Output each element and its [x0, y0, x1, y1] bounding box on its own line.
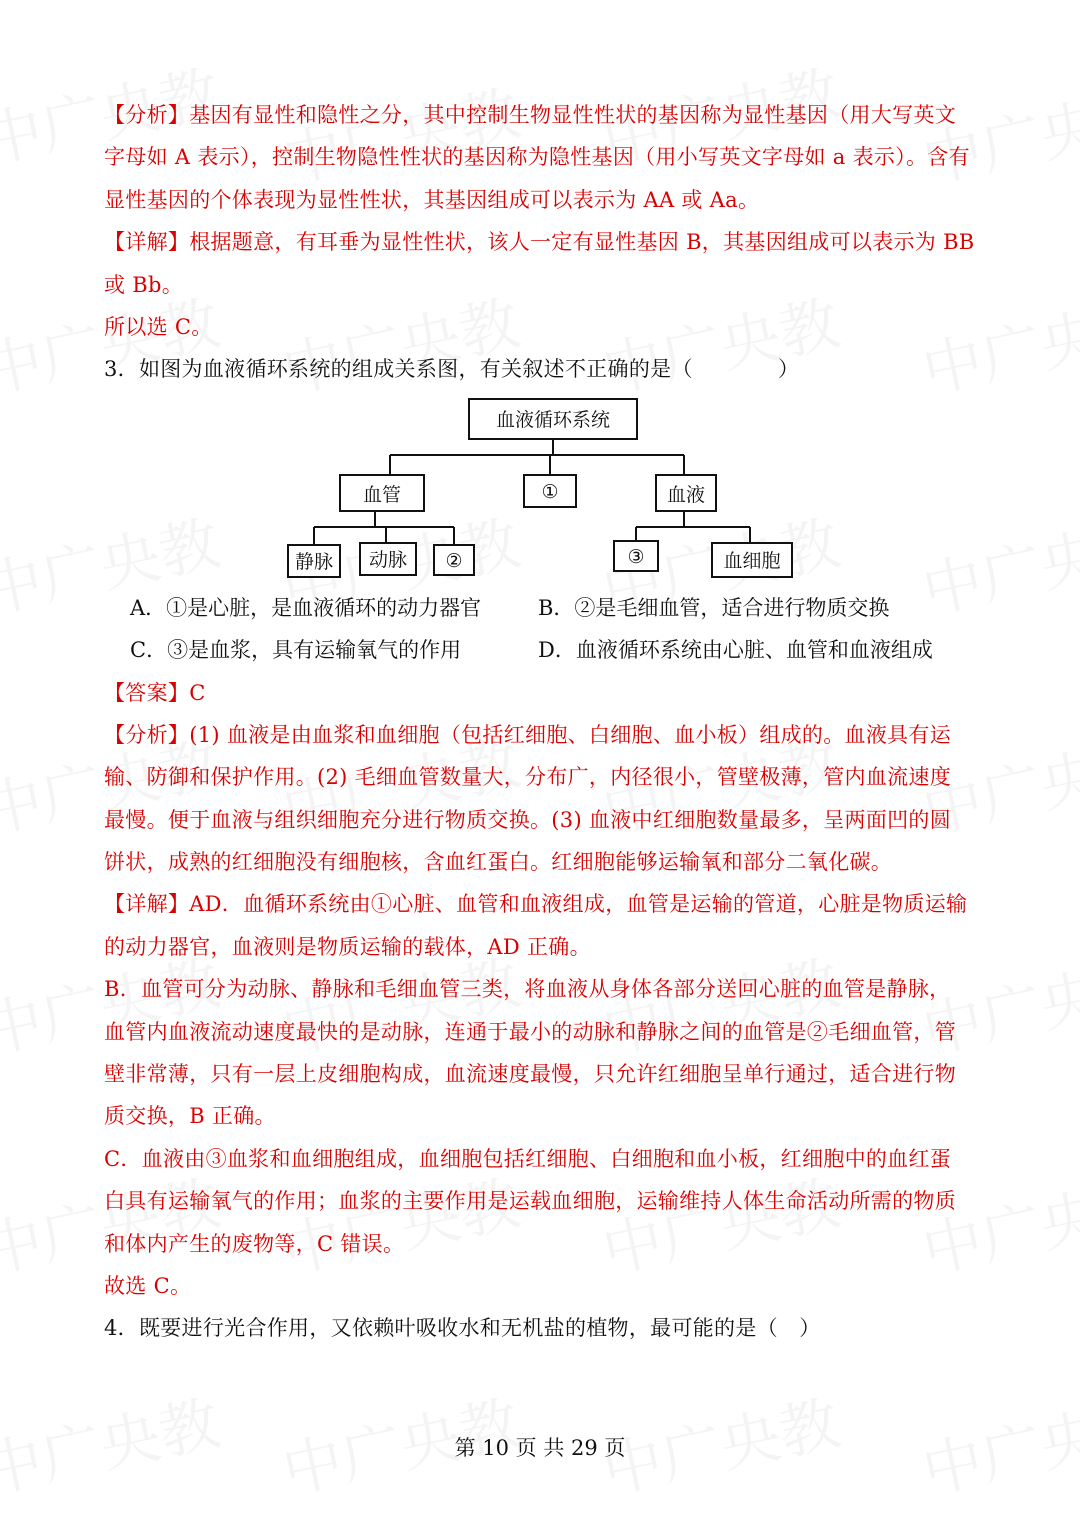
node-vein: 静脉	[294, 550, 334, 573]
analysis-line: 显性基因的个体表现为显性性状，其基因组成可以表示为 AA 或 Aa。	[104, 187, 760, 212]
option-b: B．②是毛细血管，适合进行物质交换	[538, 595, 890, 620]
explanation-line: 质交换，B 正确。	[104, 1104, 276, 1129]
options-row-ab	[104, 587, 980, 629]
analysis-line: 【分析】(1) 血液是由血浆和血细胞（包括红细胞、白细胞、血小板）组成的。血液具有运	[104, 722, 952, 747]
circulation-diagram	[104, 391, 980, 587]
answer-line: 【答案】C	[104, 680, 206, 705]
node-plasma-marker: ③	[627, 545, 645, 568]
explanation-line: 【详解】AD．血循环系统由①心脏、血管和血液组成，血管是运输的管道，心脏是物质运输	[104, 892, 968, 917]
diagram-svg	[280, 397, 800, 583]
analysis-line: 饼状，成熟的红细胞没有细胞核，含血红蛋白。红细胞能够运输氧和部分二氧化碳。	[104, 850, 893, 875]
node-artery: 动脉	[368, 548, 408, 571]
node-blood-vessel: 血管	[362, 483, 402, 506]
node-blood-circulation-system: 血液循环系统	[495, 408, 611, 431]
explanation-line: 或 Bb。	[104, 272, 184, 297]
option-d: D．血液循环系统由心脏、血管和血液组成	[538, 638, 933, 663]
explanation-line: 白具有运输氧气的作用；血浆的主要作用是运载血细胞，运输维持人体生命活动所需的物质	[104, 1189, 956, 1214]
question-4: 4．既要进行光合作用，又依赖叶吸收水和无机盐的植物，最可能的是（ ）	[104, 1316, 821, 1341]
explanation-line: 壁非常薄，只有一层上皮细胞构成，血流速度最慢，只允许红细胞呈单行通过，适合进行物	[104, 1062, 956, 1087]
explanation-line: 和体内产生的废物等，C 错误。	[104, 1231, 405, 1256]
analysis-line: 【分析】基因有显性和隐性之分，其中控制生物显性性状的基因称为显性基因（用大写英文	[104, 103, 956, 127]
option-c: C．③是血浆，具有运输氧气的作用	[130, 638, 462, 663]
node-heart-marker: ①	[541, 480, 559, 503]
explanation-line: C．血液由③血浆和血细胞组成，血细胞包括红细胞、白细胞和血小板，红细胞中的血红蛋	[104, 1146, 952, 1171]
document-body	[104, 94, 980, 1350]
analysis-line: 输、防御和保护作用。(2) 毛细血管数量大，分布广，内径很小，管壁极薄，管内血流速度	[104, 765, 952, 790]
node-blood: 血液	[666, 483, 706, 506]
explanation-line: 的动力器官，血液则是物质运输的载体，AD 正确。	[104, 934, 591, 959]
question-3: 3．如图为血液循环系统的组成关系图，有关叙述不正确的是（ ）	[104, 357, 800, 382]
explanation-line: 血管内血液流动速度最快的是动脉，连通于最小的动脉和静脉之间的血管是②毛细血管，管	[104, 1019, 956, 1044]
explanation-line: 【详解】根据题意，有耳垂为显性性状，该人一定有显性基因 B，其基因组成可以表示为 BB	[104, 230, 975, 255]
page-footer: 第 10 页 共 29 页	[454, 1436, 626, 1460]
analysis-line: 最慢。便于血液与组织细胞充分进行物质交换。(3) 血液中红细胞数量最多，呈两面凹的圆	[104, 807, 952, 832]
options-row-cd	[104, 629, 980, 671]
option-a: A．①是心脏，是血液循环的动力器官	[130, 595, 482, 620]
conclusion-line: 所以选 C。	[104, 314, 213, 339]
explanation-line: B．血管可分为动脉、静脉和毛细血管三类，将血液从身体各部分送回心脏的血管是静脉，	[104, 977, 951, 1002]
conclusion-line: 故选 C。	[104, 1273, 192, 1298]
node-capillary-marker: ②	[445, 549, 463, 572]
node-blood-cells: 血细胞	[723, 549, 781, 572]
analysis-line: 字母如 A 表示），控制生物隐性性状的基因称为隐性基因（用小写英文字母如 a 表示）。含有	[104, 145, 970, 170]
